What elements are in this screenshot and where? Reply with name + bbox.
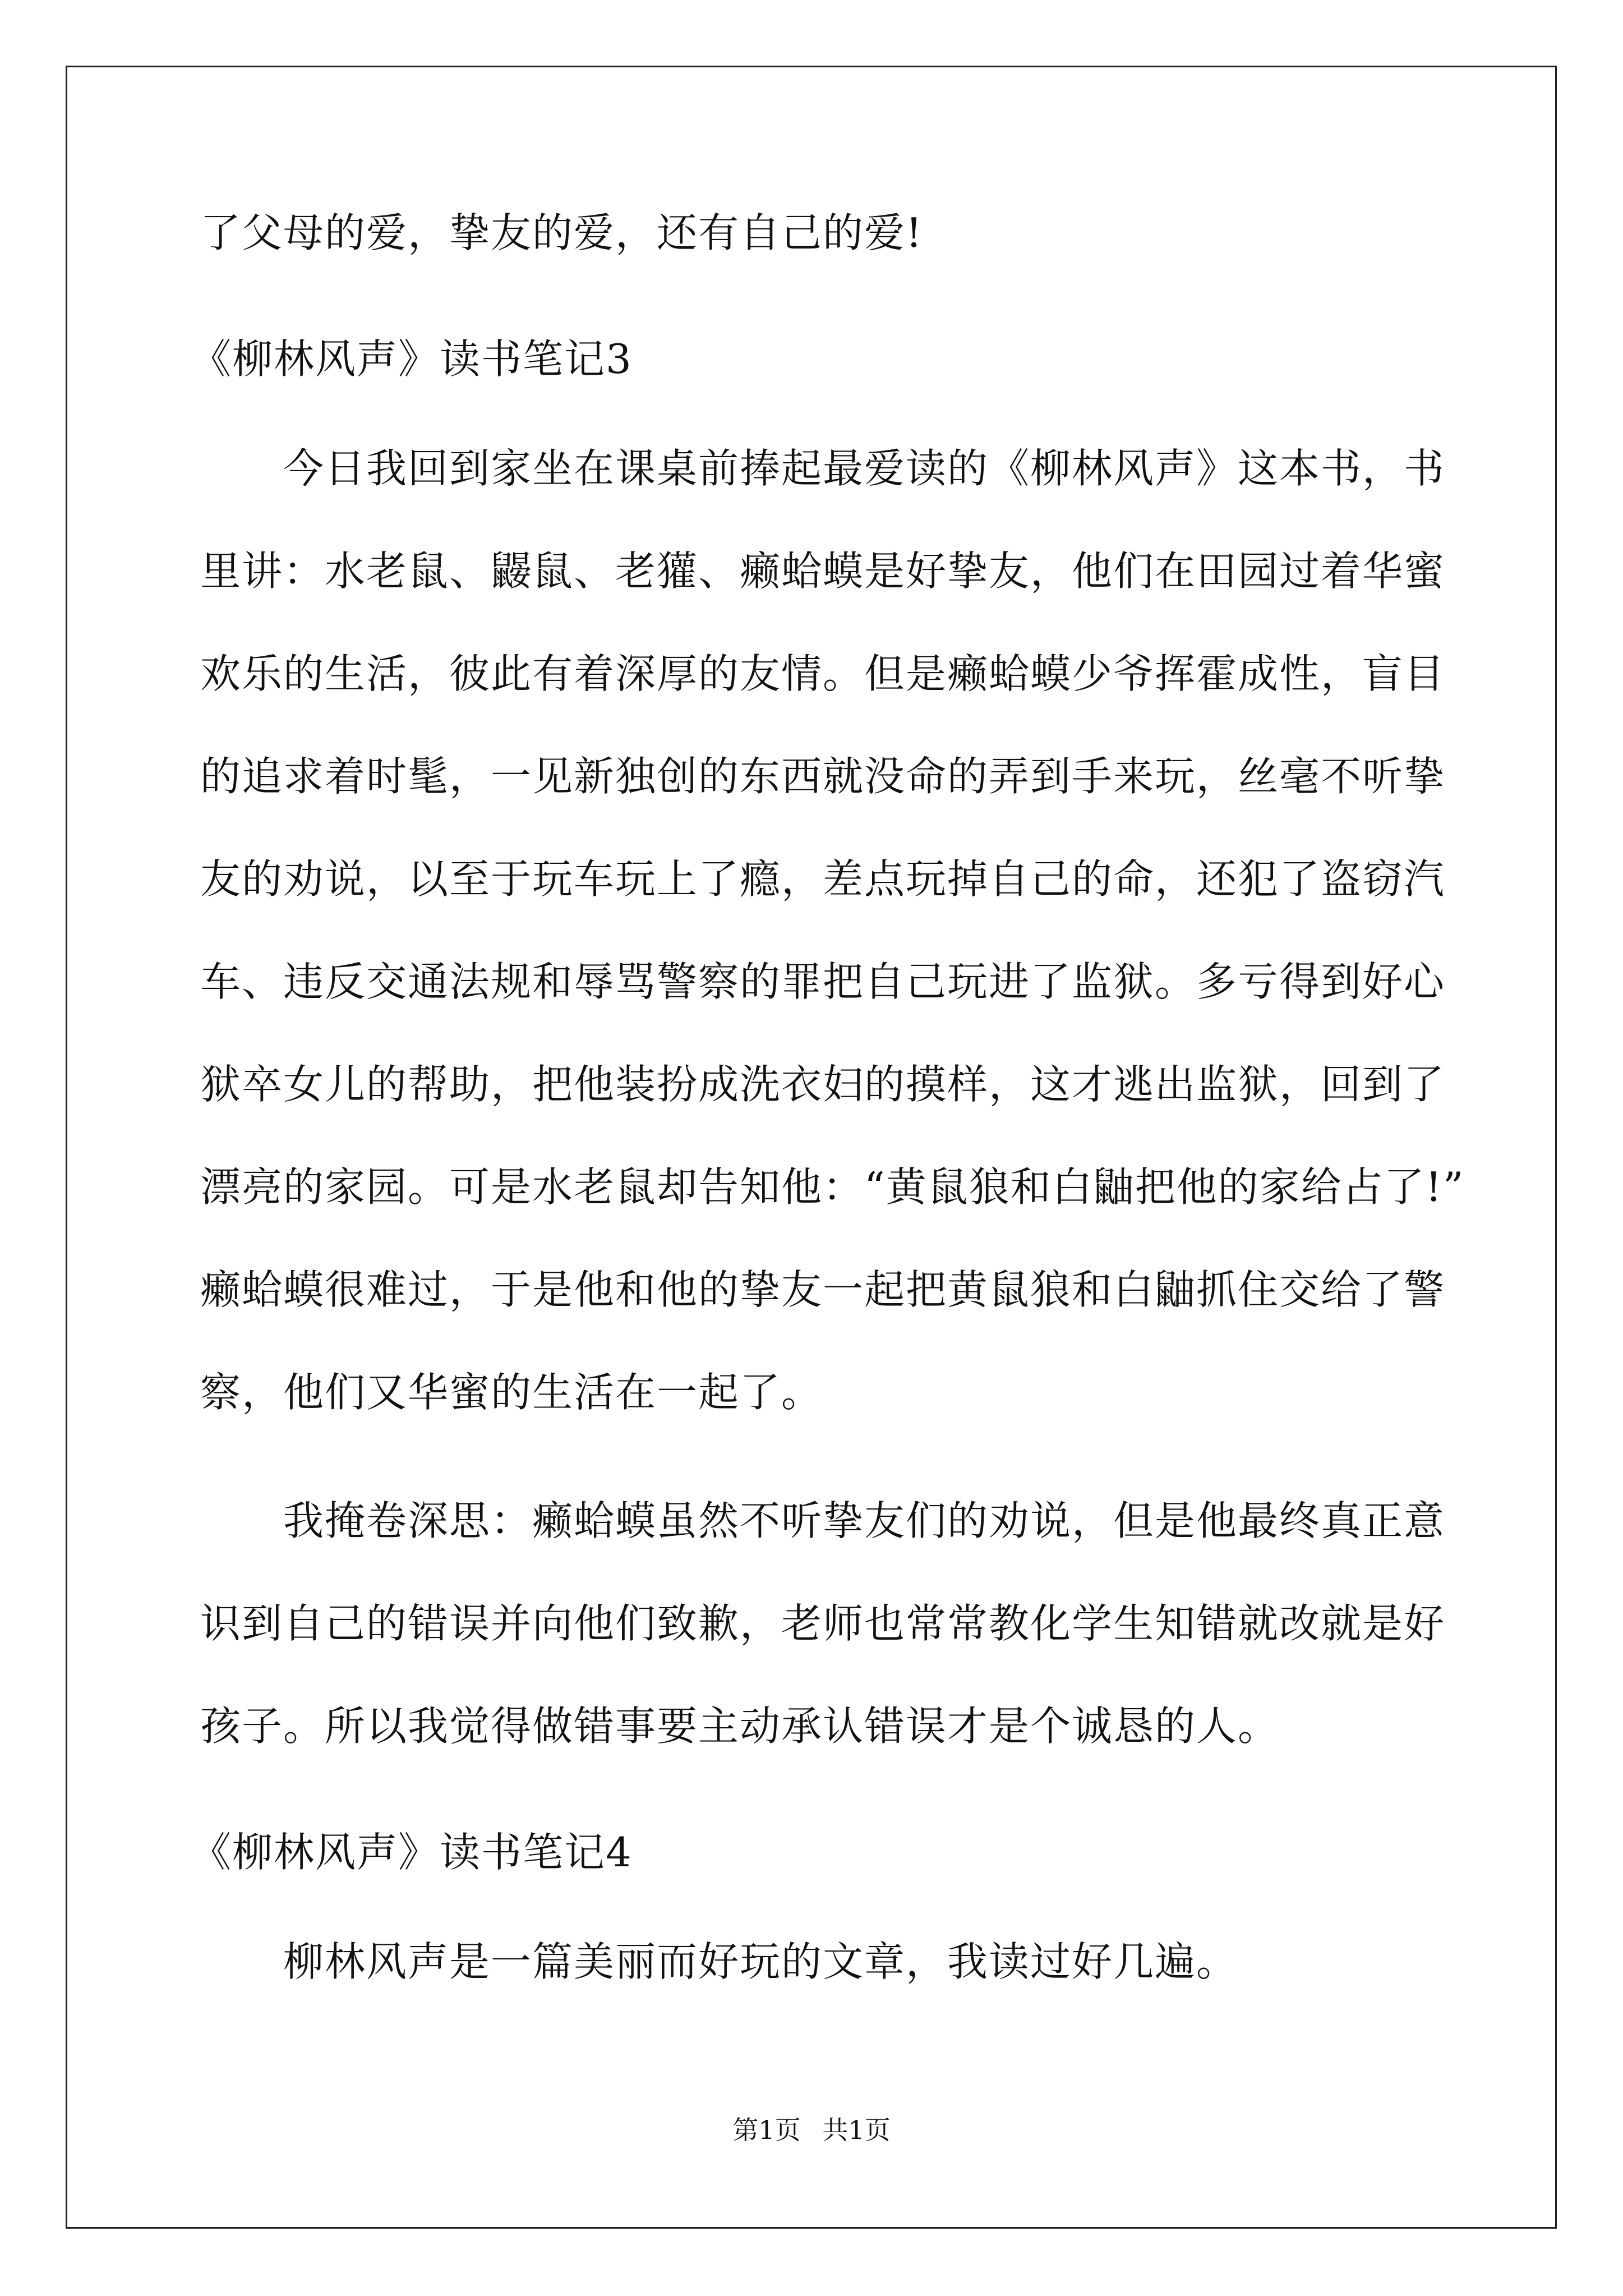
body-line: 狱卒女儿的帮助，把他装扮成洗衣妇的摸样，这才逃出监狱，回到了: [200, 1061, 1446, 1108]
body-line: 癞蛤蟆很难过，于是他和他的挚友一起把黄鼠狼和白鼬抓住交给了警: [200, 1266, 1446, 1313]
page-border: [66, 66, 1557, 2229]
section-heading: 《柳林风声》读书笔记3: [191, 335, 633, 383]
section-heading: 《柳林风声》读书笔记4: [191, 1829, 633, 1876]
body-line: 我掩卷深思：癞蛤蟆虽然不听挚友们的劝说，但是他最终真正意: [200, 1497, 1446, 1544]
body-line: 的追求着时髦，一见新独创的东西就没命的弄到手来玩，丝毫不听挚: [200, 753, 1446, 800]
body-line: 漂亮的家园。可是水老鼠却告知他：“黄鼠狼和白鼬把他的家给占了!”: [200, 1163, 1465, 1211]
page-number: 第1页: [732, 2115, 801, 2145]
body-line: 里讲：水老鼠、鼹鼠、老獾、癞蛤蟆是好挚友，他们在田园过着华蜜: [200, 547, 1446, 595]
body-line: 友的劝说，以至于玩车玩上了瘾，差点玩掉自己的命，还犯了盗窃汽: [200, 855, 1446, 903]
page-footer: [0, 2113, 1623, 2147]
body-line: 孩子。所以我觉得做错事要主动承认错误才是个诚恳的人。: [200, 1703, 1280, 1750]
body-line: 柳林风声是一篇美丽而好玩的文章，我读过好几遍。: [200, 1938, 1238, 1985]
body-line: 今日我回到家坐在课桌前捧起最爱读的《柳林风声》这本书，书: [200, 445, 1446, 492]
body-line: 车、违反交通法规和辱骂警察的罪把自己玩进了监狱。多亏得到好心: [200, 958, 1446, 1005]
body-line: 欢乐的生活，彼此有着深厚的友情。但是癞蛤蟆少爷挥霍成性，盲目: [200, 650, 1446, 697]
body-line: 察，他们又华蜜的生活在一起了。: [200, 1369, 823, 1416]
body-line: 识到自己的错误并向他们致歉，老师也常常教化学生知错就改就是好: [200, 1600, 1446, 1647]
body-line: 了父母的爱，挚友的爱，还有自己的爱!: [200, 209, 923, 256]
page-total: 共1页: [822, 2115, 891, 2145]
